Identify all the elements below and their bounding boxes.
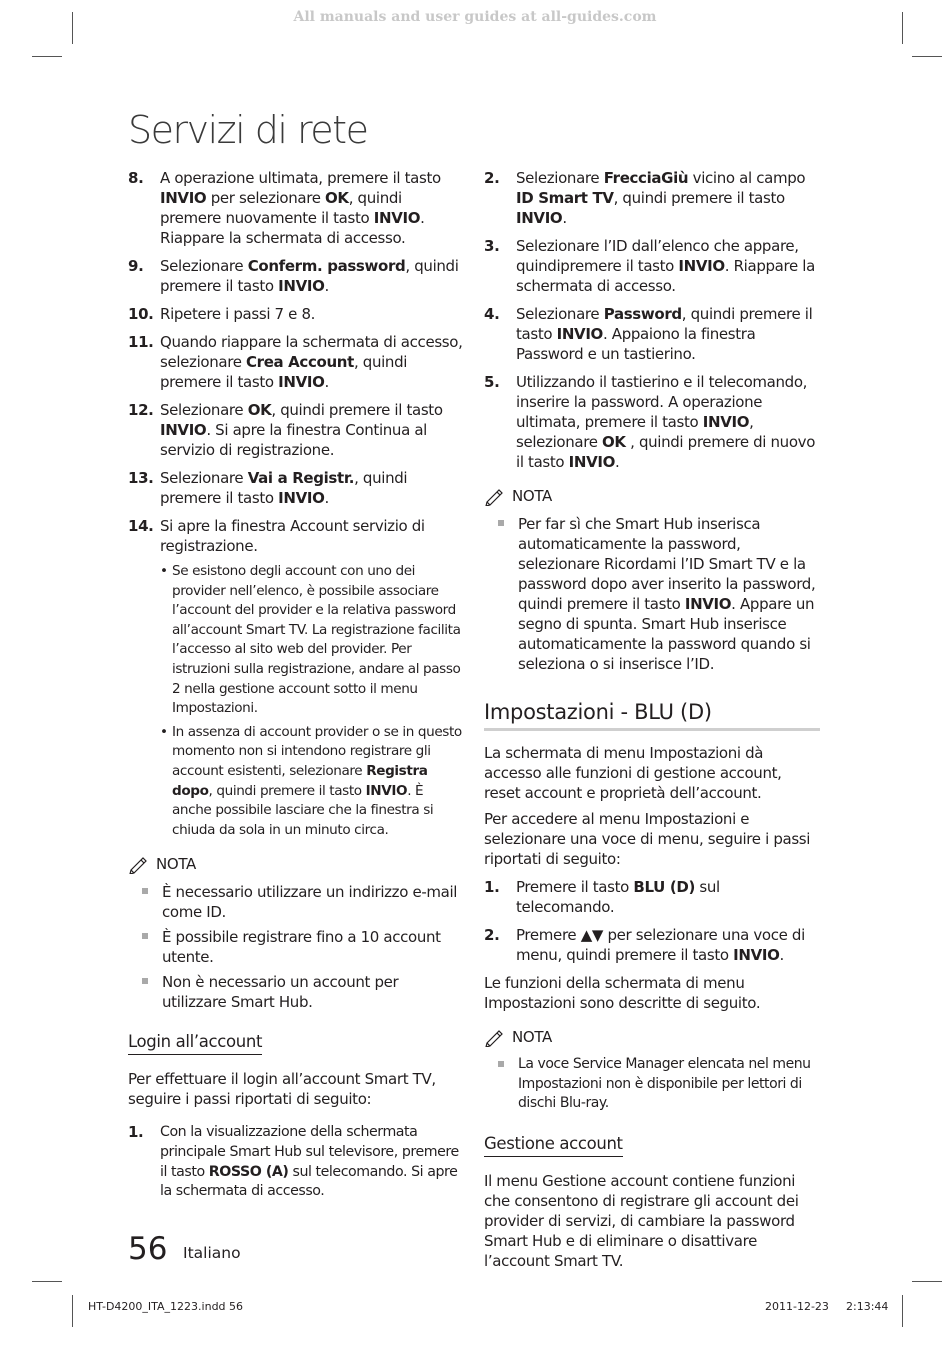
bold-term: INVIO — [160, 421, 207, 439]
note-item — [484, 1055, 820, 1114]
text-run: , quindi premere il tasto — [208, 782, 366, 799]
step-number: 1. — [128, 1123, 144, 1142]
text-run: , quindi premere il tasto — [160, 257, 459, 295]
note-label: NOTA — [156, 855, 196, 874]
text-run: , quindi premere il tasto — [516, 305, 813, 343]
text-run: sul telecomando. — [516, 878, 720, 916]
step-text — [160, 401, 443, 459]
crop-mark — [902, 12, 903, 44]
text-run: , quindi premere di nuovo il tasto — [516, 433, 816, 471]
bullet-dot-icon: • — [160, 563, 168, 579]
step-item — [484, 168, 820, 228]
bold-term: INVIO — [278, 489, 325, 507]
crop-mark — [32, 1281, 62, 1282]
bold-term: ID Smart TV — [516, 189, 614, 207]
text-run: Utilizzando il tastierino e il telecomando, inserire la password. A operazione ultimata, premere il tasto — [516, 373, 808, 431]
bold-term: INVIO — [373, 209, 421, 227]
bold-term: INVIO — [733, 946, 780, 964]
step-list — [128, 1123, 463, 1201]
text-run: . — [615, 453, 620, 471]
text-run: Premere ▲▼ per selezionare una voce di menu, quindi premere il tasto — [516, 926, 805, 964]
step-item — [128, 400, 463, 460]
square-bullet-icon — [498, 1061, 504, 1067]
text-run: Selezionare — [516, 169, 604, 187]
watermark: All manuals and user guides at all-guides.com — [293, 9, 657, 25]
bold-term: FrecciaGiù — [603, 169, 689, 187]
step-number: 14. — [128, 517, 154, 535]
text-run: Se esistono degli account con uno dei provider nell’elenco, è possibile associare l’account del provider e la relativa password all’account Smart TV. La registrazione facilita l’accesso al sito web del provider. Per istruzioni sulla registrazione, andare al passo 2 nella gestione account sotto il menu Impostazioni. — [172, 563, 461, 717]
paragraph: La schermata di menu Impostazioni dà accesso alle funzioni di gestione account, reset account e proprietà dell’account. — [484, 744, 782, 802]
bold-term: OK — [602, 433, 626, 451]
bullet-item — [160, 723, 463, 841]
text-run: , quindi premere il tasto — [613, 189, 785, 207]
note-label: NOTA — [512, 487, 552, 505]
text-run: , quindi premere il tasto — [160, 469, 408, 507]
note-item — [484, 514, 820, 674]
bold-term: Conferm. password — [247, 257, 406, 275]
bold-term: INVIO — [516, 209, 563, 227]
step-text — [160, 517, 425, 555]
text-run: Con la visualizzazione della schermata principale Smart Hub sul televisore, premere il tasto — [160, 1124, 459, 1180]
paragraph: Il menu Gestione account contiene funzioni che consentono di registrare gli account dei provider di servizi, di cambiare la password Smart Hub e di eliminare o disattivare l’account Smart TV. — [484, 1171, 799, 1270]
crop-mark — [72, 12, 73, 44]
note-text: È possibile registrare fino a 10 account utente. — [162, 928, 441, 967]
text-run: . Riappare la schermata di accesso. — [160, 209, 425, 247]
note-label: NOTA — [512, 1028, 552, 1046]
text-run: Selezionare l’ID dall’elenco che appare, quindipremere il tasto — [516, 237, 799, 275]
note-text: Non è necessario un account per utilizzare Smart Hub. — [162, 973, 399, 1012]
step-number: 4. — [484, 305, 500, 323]
text-run: A operazione ultimata, premere il tasto — [160, 169, 441, 187]
step-item — [128, 1123, 463, 1201]
bullet-item — [160, 562, 463, 719]
bullet-text — [172, 724, 462, 838]
bold-term: Vai a Registr. — [247, 469, 355, 487]
text-run: Ripetere i passi 7 e 8. — [160, 305, 316, 323]
step-number: 2. — [484, 926, 500, 944]
footer-file: HT-D4200_ITA_1223.indd 56 — [88, 1300, 244, 1313]
footer-time: 2:13:44 — [846, 1300, 889, 1313]
page-number: 56 — [128, 1231, 168, 1267]
step-item — [128, 304, 463, 324]
crop-mark — [902, 1295, 903, 1327]
bold-term: INVIO — [684, 595, 732, 613]
step-number: 1. — [484, 878, 500, 896]
text-run: Selezionare — [160, 401, 248, 419]
pencil-icon — [484, 486, 506, 506]
step-item — [484, 304, 820, 364]
step-number: 13. — [128, 469, 154, 487]
text-run: , quindi premere il tasto — [160, 353, 408, 391]
bold-term: OK — [325, 189, 349, 207]
step-number: 5. — [484, 373, 500, 391]
text-run: . — [562, 209, 567, 227]
text-run: sul telecomando. Si apre la schermata di accesso. — [160, 1163, 458, 1200]
step-text — [160, 469, 407, 507]
text-run: Premere il tasto — [516, 878, 634, 896]
crop-mark — [912, 56, 942, 57]
text-run: , quindi premere il tasto — [271, 401, 443, 419]
bold-term: INVIO — [702, 413, 750, 431]
bold-term: Registra dopo — [172, 762, 428, 799]
page-title: Servizi di rete — [128, 108, 368, 152]
text-run: . — [779, 946, 784, 964]
step-item — [128, 168, 463, 248]
step-item — [484, 372, 820, 472]
step-item — [128, 256, 463, 296]
note-item — [128, 882, 463, 922]
bold-term: Password — [603, 305, 682, 323]
step-text — [516, 878, 720, 916]
step-text — [516, 237, 815, 295]
text-run: Selezionare — [160, 257, 248, 275]
square-bullet-icon — [142, 978, 148, 984]
note-text — [518, 515, 815, 673]
bold-term: INVIO — [365, 782, 408, 799]
note-list — [128, 882, 463, 1012]
text-run: . È anche possibile lasciare che la finestra si chiuda da sola in un minuto circa. — [172, 782, 434, 838]
bold-term: INVIO — [678, 257, 725, 275]
note-list — [484, 514, 820, 674]
square-bullet-icon — [142, 888, 148, 894]
note-item — [128, 927, 463, 967]
step-number: 9. — [128, 257, 144, 275]
note-item — [128, 972, 463, 1012]
bold-term: OK — [247, 401, 272, 419]
step-item — [484, 877, 820, 917]
text-run: vicino al campo — [688, 169, 806, 187]
step-number: 11. — [128, 333, 154, 351]
note-text: È necessario utilizzare un indirizzo e-mail come ID. — [162, 883, 458, 922]
text-run: Selezionare — [516, 305, 604, 323]
pencil-icon — [484, 1027, 506, 1047]
step-number: 10. — [128, 305, 154, 323]
crop-mark — [72, 1295, 73, 1327]
step-text — [160, 257, 459, 295]
step-list — [484, 168, 820, 472]
step-item — [484, 925, 820, 965]
bold-term: ROSSO (A) — [208, 1163, 289, 1180]
step-text — [516, 926, 805, 964]
subsection-heading: Login all’account — [128, 1031, 262, 1055]
note-header — [484, 1027, 820, 1047]
text-run: Per far sì che Smart Hub inserisca automaticamente la password, selezionare Ricordami l’ID Smart TV e la password dopo aver inserito la password, quindi premere il tasto — [518, 515, 816, 613]
crop-mark — [912, 1281, 942, 1282]
bold-term: Crea Account — [246, 353, 354, 371]
paragraph: Per effettuare il login all’account Smart TV, seguire i passi riportati di seguito: — [128, 1070, 436, 1109]
note-header — [128, 854, 463, 874]
step-number: 3. — [484, 237, 500, 255]
text-run: . — [324, 489, 329, 507]
step-text — [160, 305, 315, 323]
bold-term: INVIO — [160, 189, 207, 207]
bullet-dot-icon: • — [160, 723, 168, 740]
bold-term: BLU (D) — [633, 878, 695, 896]
square-bullet-icon — [498, 520, 504, 526]
bold-term: INVIO — [568, 453, 615, 471]
bold-term: INVIO — [278, 277, 325, 295]
step-item — [128, 516, 463, 840]
footer-date: 2011-12-23 — [765, 1300, 829, 1313]
bold-term: INVIO — [278, 373, 325, 391]
paragraph: Per accedere al menu Impostazioni e selezionare una voce di menu, seguire i passi riportati di seguito: — [484, 810, 811, 868]
step-text — [160, 333, 463, 391]
step-item — [484, 236, 820, 296]
section-heading: Impostazioni - BLU (D) — [484, 698, 820, 731]
text-run: Selezionare — [160, 469, 248, 487]
text-run: . — [324, 277, 329, 295]
step-number: 2. — [484, 169, 500, 187]
subsection-heading: Gestione account — [484, 1133, 623, 1157]
step-item — [128, 332, 463, 392]
step-text — [516, 169, 805, 227]
text-run: In assenza di account provider o se in questo momento non si intendono registrare gli account esistenti, selezionare — [172, 723, 462, 779]
square-bullet-icon — [142, 933, 148, 939]
step-list — [484, 877, 820, 965]
note-header — [484, 486, 820, 506]
text-run: . Appare un segno di spunta. Smart Hub inserisce automaticamente la password quando si seleziona o si inserisce l’ID. — [518, 595, 815, 673]
text-run: . Appaiono la finestra Password e un tastierino. — [516, 325, 756, 363]
crop-mark — [32, 56, 62, 57]
bold-term: INVIO — [556, 325, 603, 343]
pencil-icon — [128, 854, 150, 874]
text-run: . — [324, 373, 329, 391]
page-language: Italiano — [183, 1244, 241, 1262]
note-text: La voce Service Manager elencata nel menu Impostazioni non è disponibile per lettori di dischi Blu-ray. — [518, 1056, 811, 1112]
text-run: Quando riappare la schermata di accesso, selezionare — [160, 333, 463, 371]
step-text — [160, 1124, 459, 1199]
text-run: per selezionare — [206, 189, 326, 207]
note-list — [484, 1055, 820, 1114]
step-number: 12. — [128, 401, 154, 419]
bullet-text — [172, 563, 461, 716]
left-column — [128, 168, 463, 1210]
step-item — [128, 468, 463, 508]
step-number: 8. — [128, 169, 144, 187]
step-text — [516, 373, 815, 471]
text-run: , quindi premere nuovamente il tasto — [160, 189, 402, 227]
text-run: Si apre la finestra Account servizio di registrazione. — [160, 517, 425, 555]
step-text — [516, 305, 812, 363]
text-run: . Riappare la schermata di accesso. — [516, 257, 815, 295]
text-run: , selezionare — [516, 413, 754, 451]
bullet-list — [160, 562, 463, 840]
paragraph: Le funzioni della schermata di menu Impostazioni sono descritte di seguito. — [484, 974, 761, 1012]
step-list — [128, 168, 463, 840]
right-column — [484, 168, 820, 1277]
text-run: . Si apre la finestra Continua al servizio di registrazione. — [160, 421, 427, 459]
step-text — [160, 169, 441, 247]
